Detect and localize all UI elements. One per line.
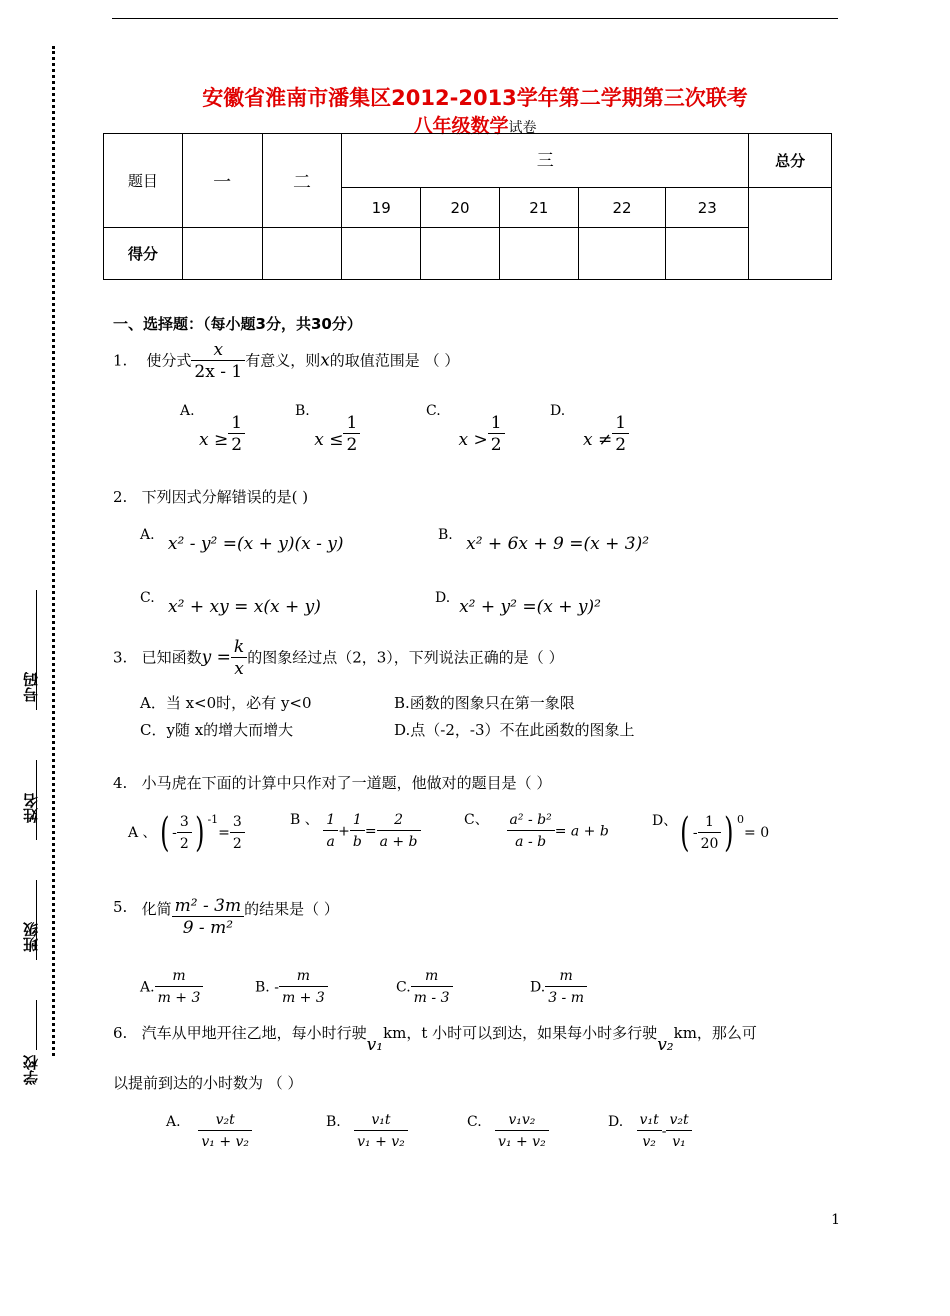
- score-cell[interactable]: [499, 228, 578, 280]
- score-col-one: 一: [182, 134, 262, 228]
- q1-opt-num: 1: [228, 413, 245, 434]
- q2-opt-label: A.: [140, 527, 155, 543]
- q4-text: 小马虎在下面的计算中只作对了一道题，他做对的题目是（ ）: [141, 774, 552, 792]
- q4-opt-label: A 、: [128, 825, 157, 841]
- q5-opt-label: A.: [140, 979, 155, 996]
- q4-d-num: 1: [698, 812, 722, 833]
- q2-opt-label: B.: [438, 527, 453, 543]
- q6-d-den1: v₂: [642, 1134, 656, 1150]
- q5-opt-num: m: [411, 966, 453, 987]
- q6-number: 6.: [113, 1024, 128, 1042]
- q1-opt-num: 1: [612, 413, 629, 434]
- q5-option-b[interactable]: [255, 966, 328, 1009]
- q3-frac-num: k: [231, 637, 247, 658]
- id-label: 号码: [22, 672, 40, 702]
- q4-a-rden: 2: [232, 835, 242, 852]
- q5-opt-den: m + 3: [281, 990, 325, 1006]
- score-header-question: 题目: [104, 134, 183, 228]
- q6-text2: km，t 小时可以到达，如果每小时多行驶: [383, 1024, 658, 1042]
- school-label: 学校: [22, 1055, 40, 1085]
- q6-option-b[interactable]: [326, 1110, 408, 1153]
- score-sub-col: 23: [666, 188, 749, 228]
- score-sub-col: 21: [499, 188, 578, 228]
- score-sub-col: 20: [421, 188, 500, 228]
- q3-option-d[interactable]: D.点（-2，-3）不在此函数的图象上: [394, 721, 635, 739]
- q1-opt-num: 1: [488, 413, 505, 434]
- q3-option-b[interactable]: B.函数的图象只在第一象限: [394, 694, 575, 712]
- score-sub-col: 22: [578, 188, 666, 228]
- q4-b-den2: b: [352, 834, 362, 850]
- q4-option-c[interactable]: [464, 810, 609, 853]
- score-sub-col: 19: [342, 188, 421, 228]
- q1-opt-expr: x ≤: [314, 429, 344, 450]
- q2-opt-expr: x² + xy = x(x + y): [168, 597, 321, 617]
- q5-opt-num: m: [279, 966, 328, 987]
- q3-option-c[interactable]: C．y随 x的增大而增大: [140, 721, 294, 739]
- q2-opt-label: D.: [435, 590, 451, 606]
- score-col-two: 二: [262, 134, 342, 228]
- name-label: 姓名: [22, 793, 40, 823]
- q4-a-exp: -1: [207, 813, 219, 827]
- score-col-three: 三: [342, 134, 749, 188]
- q2-option-d[interactable]: [435, 587, 601, 617]
- q4-d-exp: 0: [737, 813, 745, 827]
- exam-title: 安徽省淮南市潘集区2012-2013学年第二学期第三次联考: [202, 86, 748, 110]
- q5-num: m² - 3m: [172, 896, 244, 917]
- q3-number: 3.: [113, 648, 128, 667]
- q5-opt-label: D.: [530, 979, 546, 996]
- q2-opt-expr: x² + y² =(x + y)²: [459, 597, 601, 617]
- q1-opt-den: 2: [231, 435, 243, 455]
- score-cell[interactable]: [262, 228, 342, 280]
- q6-text3: km，那么可: [673, 1024, 757, 1042]
- q5-opt-den: 3 - m: [548, 990, 585, 1006]
- q5-post: 的结果是（ ）: [244, 900, 339, 918]
- q4-option-d[interactable]: D、( - $\frac{1}{20}$ ) $^0$= 0: [652, 810, 770, 856]
- q4-opt-label: D、: [652, 813, 678, 829]
- q4-option-b[interactable]: [290, 810, 421, 853]
- score-cell[interactable]: [421, 228, 500, 280]
- q4-a-eq: =: [218, 825, 230, 841]
- q3-y-eq: y =: [201, 647, 231, 668]
- q4-a-neg: -: [172, 825, 177, 841]
- q1-post: 有意义，则: [245, 351, 321, 370]
- q3-pre: 已知函数: [141, 648, 202, 667]
- score-row-label: 得分: [104, 228, 183, 280]
- q4-b-plus: +: [338, 823, 350, 840]
- q6-opt-den: v₁ + v₂: [357, 1134, 405, 1150]
- q5-option-c[interactable]: [396, 966, 453, 1009]
- q4-d-neg: -: [692, 825, 698, 841]
- q6-d-num2: v₂t: [666, 1110, 691, 1131]
- q1-var: x: [320, 350, 330, 371]
- q2-text: 下列因式分解错误的是( ): [141, 488, 309, 506]
- section-heading: 一、选择题：（每小题3分，共30分）: [113, 315, 362, 333]
- q4-d-den: 20: [700, 835, 719, 852]
- q4-a-den: 2: [179, 835, 189, 852]
- q2-opt-label: C.: [140, 590, 155, 606]
- q4-c-result: = a + b: [554, 823, 609, 840]
- q4-b-num2: 1: [350, 810, 365, 831]
- q4-d-result: = 0: [744, 825, 770, 841]
- q6-option-d[interactable]: [608, 1110, 692, 1153]
- q6-opt-den: v₁ + v₂: [201, 1134, 250, 1150]
- q1-opt-den: 2: [490, 435, 502, 455]
- q5-number: 5.: [113, 898, 128, 916]
- q6-d-minus: -: [661, 1123, 667, 1140]
- q5-opt-den: m - 3: [413, 990, 450, 1006]
- q1-frac-num: x: [191, 340, 245, 361]
- q6-opt-label: B.: [326, 1113, 341, 1130]
- subtitle-main: 八年级数学: [413, 115, 509, 137]
- q3-post: 的图象经过点（2，3），下列说法正确的是（ ）: [247, 648, 564, 667]
- q1-number: 1.: [113, 351, 128, 370]
- q6-opt-den: v₁ + v₂: [498, 1134, 546, 1150]
- q6-option-c[interactable]: [467, 1110, 549, 1153]
- question-4: [113, 772, 551, 793]
- q4-a-rnum: 3: [230, 812, 245, 833]
- q4-a-num: 3: [177, 812, 192, 833]
- q1-opt-label: A.: [180, 403, 195, 419]
- q4-b-num1: 1: [323, 810, 338, 831]
- top-rule: [112, 18, 838, 19]
- q1-opt-num: 1: [343, 413, 360, 434]
- q5-opt-num: m: [155, 966, 204, 987]
- question-6: [113, 1022, 757, 1055]
- q1-opt-den: 2: [346, 435, 358, 455]
- q2-option-c[interactable]: [140, 587, 321, 617]
- q5-option-a[interactable]: [140, 966, 203, 1009]
- q1-opt-den: 2: [615, 435, 627, 455]
- q6-v2: v₂: [657, 1035, 674, 1055]
- q6-line2: 以提前到达的小时数为 （ ）: [113, 1074, 303, 1092]
- question-3: [113, 637, 564, 680]
- score-cell[interactable]: [578, 228, 666, 280]
- q2-number: 2.: [113, 488, 128, 506]
- q6-v1: v₁: [366, 1035, 384, 1055]
- score-col-total: 总分: [749, 134, 832, 188]
- question-2: [113, 486, 308, 507]
- q5-opt-num: m: [545, 966, 587, 987]
- q1-opt-expr: x ≠: [583, 429, 613, 450]
- q4-c-den: a - b: [515, 834, 547, 850]
- q6-d-num1: v₁t: [637, 1110, 662, 1131]
- q3-option-a[interactable]: A．当 x<0时，必有 y<0: [140, 694, 312, 712]
- q1-option-a[interactable]: [180, 403, 245, 455]
- q1-pre: 使分式: [146, 351, 192, 370]
- q4-b-eq: =: [364, 823, 377, 840]
- q6-opt-label: A.: [166, 1113, 181, 1130]
- q1-frac-den: 2x - 1: [194, 362, 243, 382]
- q2-option-b[interactable]: [438, 524, 650, 554]
- q6-opt-label: D.: [608, 1113, 624, 1130]
- q2-opt-expr: x² + 6x + 9 =(x + 3)²: [466, 534, 650, 554]
- score-table: [103, 133, 832, 280]
- q5-pre: 化简: [141, 900, 172, 918]
- q5-den: 9 - m²: [182, 918, 234, 938]
- q6-opt-num: v₂t: [198, 1110, 252, 1131]
- score-cell[interactable]: [182, 228, 262, 280]
- q6-text1: 汽车从甲地开往乙地，每小时行驶: [141, 1024, 367, 1042]
- q4-option-a[interactable]: A 、( - $\frac{3}{2}$ ) $^{-1}$= $\frac{3}{2}$: [128, 810, 245, 856]
- q2-option-a[interactable]: [140, 524, 344, 554]
- q5-opt-den: m + 3: [157, 990, 201, 1006]
- question-1: [113, 340, 459, 383]
- question-5: [113, 898, 339, 939]
- q6-option-a[interactable]: [166, 1110, 252, 1153]
- q1-opt-expr: x >: [458, 429, 488, 450]
- q1-option-b[interactable]: [295, 403, 360, 455]
- q5-option-d[interactable]: [530, 966, 587, 1009]
- q1-option-d[interactable]: [550, 403, 629, 455]
- q1-opt-expr: x ≥: [199, 429, 229, 450]
- page-number: 1: [831, 1212, 840, 1228]
- q5-opt-label: C.: [396, 979, 411, 996]
- q4-b-rden: a + b: [379, 834, 418, 850]
- score-cell-total[interactable]: [749, 188, 832, 280]
- q1-opt-label: B.: [295, 403, 310, 419]
- subtitle-suffix: 试卷: [508, 120, 537, 136]
- q5-opt-label: B.: [255, 979, 270, 996]
- q4-b-den1: a: [326, 834, 335, 850]
- q1-option-c[interactable]: [426, 403, 505, 455]
- q1-fraction: [191, 340, 245, 383]
- q4-number: 4.: [113, 774, 128, 792]
- score-cell[interactable]: [666, 228, 749, 280]
- school-underline: [36, 1000, 37, 1050]
- binding-dotted-line: [52, 46, 55, 1056]
- q3-frac-den: x: [234, 659, 244, 679]
- q2-opt-expr: x² - y² =(x + y)(x - y): [167, 534, 344, 554]
- q4-opt-label: B 、: [290, 811, 319, 828]
- q1-opt-label: D.: [550, 403, 566, 419]
- q4-opt-label: C、: [464, 811, 489, 828]
- q1-post2: 的取值范围是 （ ）: [329, 351, 460, 370]
- q1-opt-label: C.: [426, 403, 441, 419]
- q6-opt-num: v₁v₂: [495, 1110, 549, 1131]
- q6-d-den2: v₁: [672, 1134, 686, 1150]
- q6-opt-label: C.: [467, 1113, 482, 1130]
- q6-opt-num: v₁t: [354, 1110, 408, 1131]
- class-label: 班级: [22, 922, 40, 952]
- score-cell[interactable]: [342, 228, 421, 280]
- q4-b-rnum: 2: [377, 810, 421, 831]
- q4-c-num: a² - b²: [507, 810, 555, 831]
- q5-opt-sign: -: [274, 979, 279, 996]
